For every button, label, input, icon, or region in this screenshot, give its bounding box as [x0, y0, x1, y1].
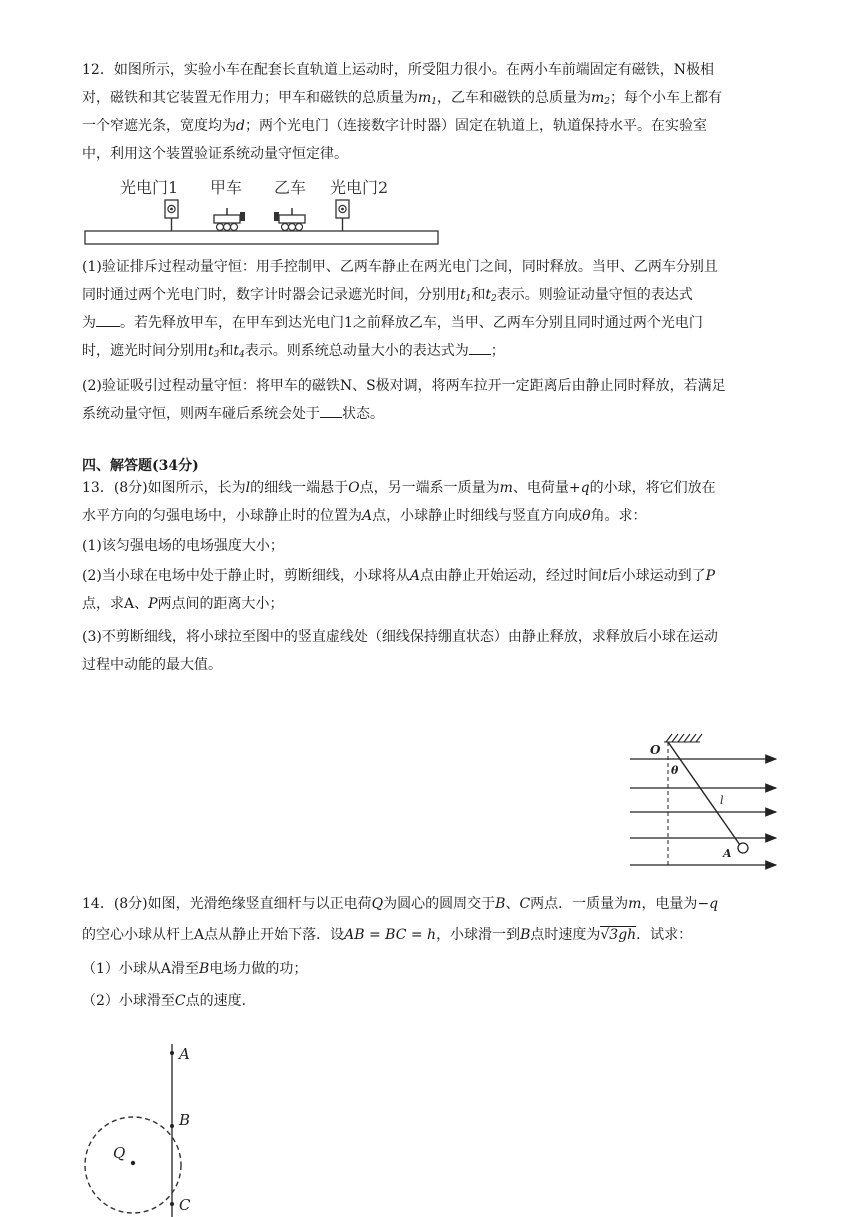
answer-blank-2[interactable]	[469, 342, 491, 355]
var-B-3: B	[199, 961, 210, 977]
var-t1-sub: 1	[465, 294, 472, 304]
q13-text-1d: 、电荷量+	[512, 480, 581, 496]
var-d: d	[236, 118, 245, 134]
q12-text-4: 中，利用这个装置验证系统动量守恒定律。	[82, 146, 348, 162]
fig-label-Q: Q	[113, 1144, 126, 1162]
var-m1-sub: 1	[431, 97, 438, 107]
q13-part2-line-2	[82, 595, 284, 613]
q13-field-figure	[626, 728, 784, 872]
fig-label-B: B	[179, 1111, 191, 1129]
cart-a-icon	[214, 208, 245, 231]
q12-text-1: 12．如图所示，实验小车在配套长直轨道上运动时，所受阻力很小。在两小车前端固定有磁铁，N极相	[82, 62, 715, 78]
q14-text-2c: ，小球滑一到	[436, 927, 521, 943]
q14-part2-text-b: 点的速度．	[185, 993, 256, 1009]
fig-label-O: O	[650, 743, 661, 757]
var-t2-sub: 2	[491, 294, 497, 304]
q14-line-1	[82, 895, 718, 913]
q12-line-2	[82, 89, 722, 109]
var-P: P	[705, 568, 716, 584]
q14-part1	[82, 960, 307, 978]
q13-part2-text-e: 两点间的距离大小；	[157, 596, 284, 612]
q12-line-4	[82, 145, 348, 163]
answer-blank-1[interactable]	[96, 314, 120, 327]
fig-label-A: A	[723, 847, 732, 860]
section-4-title: 四、解答题(34分)	[82, 458, 199, 474]
q13-line-2	[82, 507, 647, 525]
conj-and-2: 和	[219, 343, 234, 359]
q12-text-3a: 一个窄遮光条，宽度均为	[82, 118, 236, 134]
var-t4: t	[233, 343, 240, 359]
q13-part2-line-1	[82, 567, 715, 585]
q13-line-1	[82, 479, 716, 497]
q13-text-1b: 的细线一端悬于	[250, 480, 349, 496]
q12-part2-text-a: (2)验证吸引过程动量守恒：将甲车的磁铁N、S极对调，将两车拉开一定距离后由静止同时释放，若满足	[82, 378, 726, 394]
q13-text-2a: 水平方向的匀强电场中，小球静止时的位置为	[82, 508, 362, 524]
q13-text-2b: 点，小球静止时细线与竖直方向成	[372, 508, 583, 524]
var-B-2: B	[520, 927, 531, 943]
q12-track-figure	[84, 172, 440, 248]
q12-part1-line-2	[82, 286, 693, 306]
q14-line-2	[82, 926, 692, 944]
q14-part1-text-c: 电场力做的功；	[209, 961, 308, 977]
q12-part1-line-1	[82, 258, 718, 276]
fig-label-car-b: 乙车	[274, 178, 307, 197]
var-t2: t	[485, 287, 492, 303]
fig-label-A-14: A	[179, 1045, 190, 1063]
var-t3: t	[208, 343, 214, 359]
q12-part2-line-2	[82, 405, 384, 423]
q12-part1-text-c: 表示。则验证动量守恒的表达式	[496, 287, 693, 303]
fig-label-gate1: 光电门1	[120, 178, 179, 197]
q12-part1-text-f: 时，遮光时间分别用	[82, 343, 208, 359]
var-m-14: m	[628, 896, 642, 912]
q13-part2-text-b: 点由静止开始运动，经过时间	[419, 568, 602, 584]
q12-part2-text-c: 状态。	[342, 406, 384, 422]
q14-rod-figure	[78, 1040, 208, 1217]
var-B: B	[495, 896, 506, 912]
fig-label-theta: θ	[671, 764, 679, 777]
fig-label-C: C	[179, 1196, 191, 1214]
q12-text-2a: 对，磁铁和其它装置无作用力；甲车和磁铁的总质量为	[82, 90, 418, 106]
q13-text-1c: 点，另一端系一质量为	[359, 480, 500, 496]
track	[85, 231, 438, 244]
q13-part3-line-1	[82, 628, 718, 646]
q13-text-1a: 13．(8分)如图所示，长为	[82, 480, 246, 496]
field-lines	[630, 759, 776, 865]
section-4-heading	[82, 457, 199, 475]
q12-part2-text-b: 系统动量守恒，则两车碰后系统会处于	[82, 406, 320, 422]
var-m2-sub: 2	[604, 97, 611, 107]
cart-b-icon	[274, 208, 305, 231]
q12-part1-line-3	[82, 314, 703, 332]
var-neg-q: −q	[697, 896, 719, 912]
charge-Q-dot	[131, 1161, 135, 1165]
q14-text-1a: 14．(8分)如图，光滑绝缘竖直细杆与以正电荷	[82, 896, 372, 912]
q12-text-2b: ，乙车和磁铁的总质量为	[437, 90, 592, 106]
var-t3-sub: 3	[213, 350, 220, 360]
q12-part1-text-d: 为	[82, 315, 96, 331]
point-A-dot	[170, 1051, 174, 1055]
fig-label-l: l	[720, 794, 724, 807]
var-Q: Q	[371, 896, 384, 912]
var-t: t	[601, 568, 608, 584]
var-l: l	[245, 480, 251, 496]
q14-part1-text-b: 滑至	[171, 961, 200, 977]
q14-text-2a: 的空心小球从杆上	[82, 927, 194, 943]
var-q: q	[580, 480, 590, 496]
point-B-dot	[170, 1124, 174, 1128]
var-m: m	[499, 480, 513, 496]
expr-sqrt-3gh: √3gh	[600, 927, 637, 943]
q14-text-1c: 两点．一质量为	[530, 896, 629, 912]
var-A-14: A	[194, 927, 205, 943]
q13-part3-text-b: 过程中动能的最大值。	[82, 657, 222, 673]
q14-text-2b: 点从静止开始下落．设	[204, 927, 345, 943]
var-A-3: A	[160, 961, 172, 977]
q14-text-2d: 点时速度为	[530, 927, 601, 943]
q14-part2	[82, 992, 256, 1010]
var-theta: θ	[582, 508, 591, 524]
q13-text-2c: 角。求：	[590, 508, 647, 524]
q13-text-1e: 的小球，将它们放在	[589, 480, 716, 496]
var-C-2: C	[174, 993, 186, 1009]
ceiling-hatch	[664, 734, 702, 742]
q14-text-2e: ．试求：	[636, 927, 693, 943]
var-m1: m	[418, 90, 432, 106]
q13-part3-text-a: (3)不剪断细线，将小球拉至图中的竖直虚线处（细线保持绷直状态）由静止释放，求释放后小球在运动	[82, 629, 718, 645]
q12-part1-text-h: ；	[490, 343, 505, 359]
var-P-2: P	[148, 596, 158, 612]
q12-part1-text-e: 。若先释放甲车，在甲车到达光电门1之前释放乙车，当甲、乙两车分别且同时通过两个光电门	[120, 315, 703, 331]
var-O: O	[348, 480, 360, 496]
q13-part2-text-d: 点，求A、	[82, 596, 149, 612]
q12-line-1	[82, 61, 714, 79]
q12-text-2c: ；每个小车上都有	[610, 90, 723, 106]
var-t4-sub: 4	[239, 350, 245, 360]
light-gate-1-icon	[165, 200, 178, 231]
q12-part1-text-g: 表示。则系统总动量大小的表达式为	[244, 343, 469, 359]
q14-part2-text-a: （2）小球滑至	[82, 993, 175, 1009]
var-C: C	[519, 896, 531, 912]
q13-part3-line-2	[82, 656, 222, 674]
var-A: A	[362, 508, 373, 524]
light-gate-2-icon	[336, 200, 349, 231]
conj-and-1: 和	[471, 287, 486, 303]
q14-text-1b: 为圆心的圆周交于	[383, 896, 496, 912]
q12-part2-line-1	[82, 377, 726, 395]
fig-label-car-a: 甲车	[210, 178, 243, 197]
q13-part1	[82, 537, 284, 555]
q12-part1-text-b: 同时通过两个光电门时，数字计时器会记录遮光时间，分别用	[82, 287, 460, 303]
var-m2: m	[591, 90, 605, 106]
q12-line-3	[82, 117, 707, 135]
q13-part2-text-a: (2)当小球在电场中处于静止时，剪断细线，小球将从	[82, 568, 410, 584]
q14-text-1d: ，电量为	[641, 896, 698, 912]
q13-part2-text-c: 后小球运动到了	[607, 568, 706, 584]
q12-part1-line-4	[82, 342, 505, 362]
var-t1: t	[460, 287, 466, 303]
thread	[668, 742, 740, 845]
var-A-2: A	[409, 568, 420, 584]
point-C-dot	[170, 1202, 174, 1206]
q12-text-3b: ；两个光电门（连接数字计时器）固定在轨道上，轨道保持水平。在实验室	[244, 118, 707, 134]
q13-part1-text: (1)该匀强电场的电场强度大小；	[82, 538, 284, 554]
q14-part1-text-a: （1）小球从	[82, 961, 161, 977]
charged-ball	[738, 843, 748, 853]
q14-sep: 、	[505, 896, 520, 912]
fig-label-gate2: 光电门2	[330, 178, 389, 197]
eq-ab-bc-h: AB = BC = h	[344, 927, 437, 943]
answer-blank-3[interactable]	[320, 405, 342, 418]
q12-part1-text-a: (1)验证排斥过程动量守恒：用手控制甲、乙两车静止在两光电门之间，同时释放。当甲、乙两车分别且	[82, 259, 718, 275]
